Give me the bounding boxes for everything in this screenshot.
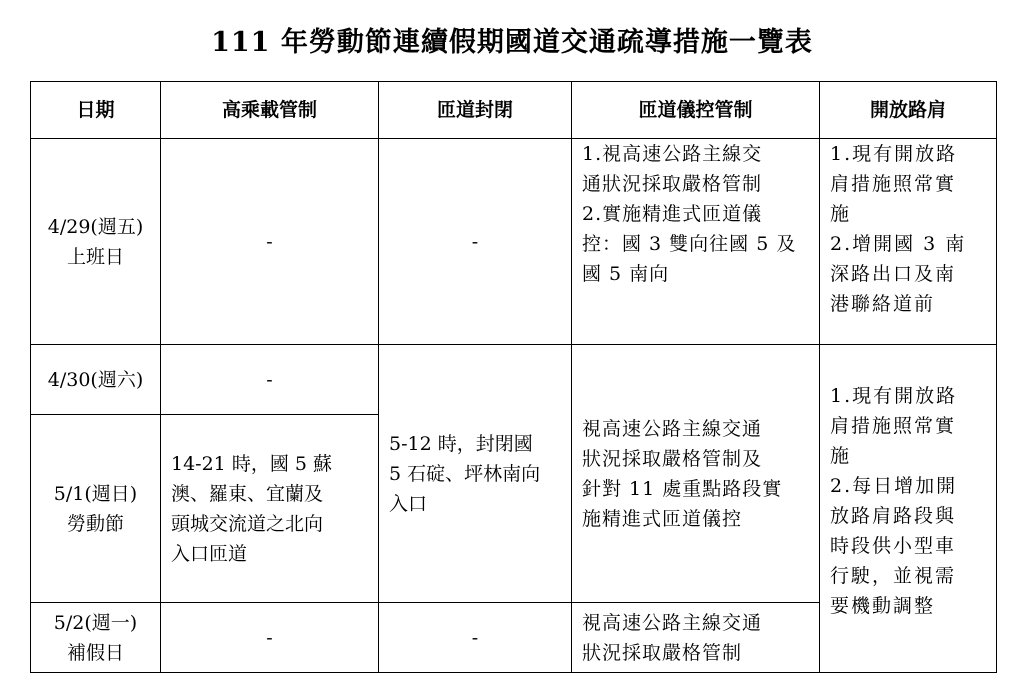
ramp-meter-cell [572, 139, 820, 345]
date-text: 5/1(週日) [53, 482, 138, 505]
date-text: 4/29(週五) [47, 215, 144, 238]
text-line: 2.每日增加開 [830, 475, 958, 497]
ramp-meter-cell [572, 603, 820, 673]
text-line: 5 石碇、坪林南向 [389, 462, 541, 485]
text-line: 狀況採取嚴格管制及 [582, 447, 763, 470]
shoulder-cell [820, 139, 997, 345]
hov-cell [161, 415, 379, 603]
header-ramp-close: 匝道封閉 [379, 82, 572, 139]
text-line: 肩措施照常實 [830, 173, 957, 195]
text-line: 澳、羅東、宜蘭及 [171, 482, 324, 505]
text-line: 通狀況採取嚴格管制 [582, 173, 763, 195]
day-type-text: 補假日 [66, 641, 124, 664]
day-type-text: 上班日 [66, 245, 124, 268]
date-cell [31, 139, 161, 345]
header-date: 日期 [31, 82, 161, 139]
ramp-close-cell: - [379, 603, 572, 673]
text-line: 1.現有開放路 [830, 143, 958, 165]
text-line: 控：國 3 雙向往國 5 及 [582, 233, 797, 255]
ramp-close-cell [379, 345, 572, 603]
date-cell [31, 345, 161, 415]
text-line: 放路肩路段與 [830, 505, 957, 527]
text-line: 要機動調整 [830, 595, 936, 617]
text-line: 視高速公路主線交通 [582, 417, 763, 440]
hov-cell: - [161, 345, 379, 415]
text-line: 國 5 南向 [582, 263, 670, 285]
text-line: 1.現有開放路 [830, 385, 958, 407]
header-shoulder: 開放路肩 [820, 82, 997, 139]
header-hov: 高乘載管制 [161, 82, 379, 139]
table-row [31, 345, 997, 415]
hov-cell: - [161, 603, 379, 673]
text-line: 入口 [389, 492, 428, 515]
day-type-text: 勞動節 [66, 512, 124, 535]
text-line: 港聯絡道前 [830, 293, 936, 315]
text-line: 行駛，並視需 [830, 565, 957, 587]
text-line: 視高速公路主線交通 [582, 611, 763, 634]
date-cell [31, 415, 161, 603]
text-line: 施 [830, 203, 852, 225]
table-row [31, 139, 997, 345]
text-line: 入口匝道 [171, 542, 248, 565]
header-ramp-meter: 匝道儀控管制 [572, 82, 820, 139]
text-line: 施精進式匝道儀控 [582, 507, 743, 530]
date-text: 4/30(週六) [47, 368, 144, 391]
text-line: 針對 11 處重點路段實 [582, 477, 783, 500]
text-line: 肩措施照常實 [830, 415, 957, 437]
text-line: 深路出口及南 [830, 263, 957, 285]
date-text: 5/2(週一) [53, 611, 138, 634]
shoulder-cell [820, 345, 997, 673]
traffic-measures-table [30, 81, 997, 673]
text-line: 施 [830, 445, 852, 467]
ramp-close-cell: - [379, 139, 572, 345]
text-line: 狀況採取嚴格管制 [582, 641, 743, 664]
text-line: 時段供小型車 [830, 535, 957, 557]
header-row [31, 82, 997, 139]
ramp-meter-cell [572, 345, 820, 603]
text-line: 1.視高速公路主線交 [582, 143, 763, 165]
text-line: 2.增開國 3 南 [830, 233, 967, 255]
date-cell [31, 603, 161, 673]
text-line: 5-12 時，封閉國 [389, 432, 533, 455]
text-line: 14-21 時，國 5 蘇 [171, 452, 332, 475]
hov-cell: - [161, 139, 379, 345]
page-title: 111 年勞動節連續假期國道交通疏導措施一覽表 [211, 27, 813, 58]
text-line: 頭城交流道之北向 [171, 512, 324, 535]
text-line: 2.實施精進式匝道儀 [582, 203, 763, 225]
